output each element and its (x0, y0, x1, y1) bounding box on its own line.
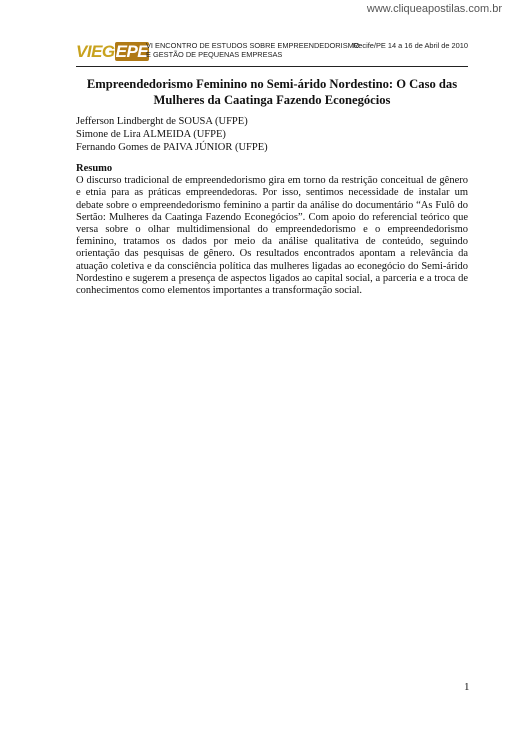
paper-title-line2: Mulheres da Caatinga Fazendo Econegócios (153, 93, 391, 107)
watermark-url: www.cliqueapostilas.com.br (366, 3, 502, 15)
abstract-section (76, 163, 468, 297)
event-name (146, 41, 360, 59)
event-name-line1: VI ENCONTRO DE ESTUDOS SOBRE EMPREENDEDORISMO (146, 41, 360, 50)
abstract-text: O discurso tradicional de empreendedorismo gira em torno da restrição conceitual de gênero e etnia para as práticas empreendedoras. Por isso, sentimos necessidade de instalar um debate sobre o empreendedorismo feminino a partir da análise do documentário “As Fulô do Sertão: Mulheres da Caatinga Fazendo Econegócios”. Com apoio do referencial teórico que versa sobre o olhar multidimensional do empreendedorismo e o empreendedorismo feminino, tratamos os dados por meio da análise qualitativa de conteúdo, seguindo orientação das pesquisas de gênero. Os resultados encontrados apontam a relevância da atuação coletiva e da consciência política das mulheres ligadas ao econegócio do Semi-árido Nordestino e sugerem a presença de aspectos ligados ao capital social, a parceria e a troca de conhecimentos como elementos importantes a transformação social. (76, 175, 468, 297)
paper-title (76, 76, 468, 108)
paper-title-line1: Empreendedorismo Feminino no Semi-árido Nordestino: O Caso das (86, 77, 458, 91)
author-list (76, 116, 468, 154)
logo-part-c: EPE (115, 42, 149, 61)
event-name-line2: E GESTÃO DE PEQUENAS EMPRESAS (146, 50, 283, 59)
abstract-heading: Resumo (76, 163, 113, 174)
page-number: 1 (464, 681, 470, 693)
viegepe-logo (76, 42, 149, 62)
author-item: Simone de Lira ALMEIDA (UFPE) (76, 128, 226, 140)
page-header (76, 40, 468, 67)
author-item: Jefferson Lindberght de SOUSA (UFPE) (76, 116, 248, 127)
logo-part-b: EG (91, 42, 115, 61)
author-item: Fernando Gomes de PAIVA JÚNIOR (UFPE) (76, 141, 268, 153)
logo-part-a: VI (76, 42, 92, 61)
event-place-date: Recife/PE 14 a 16 de Abril de 2010 (352, 41, 468, 50)
